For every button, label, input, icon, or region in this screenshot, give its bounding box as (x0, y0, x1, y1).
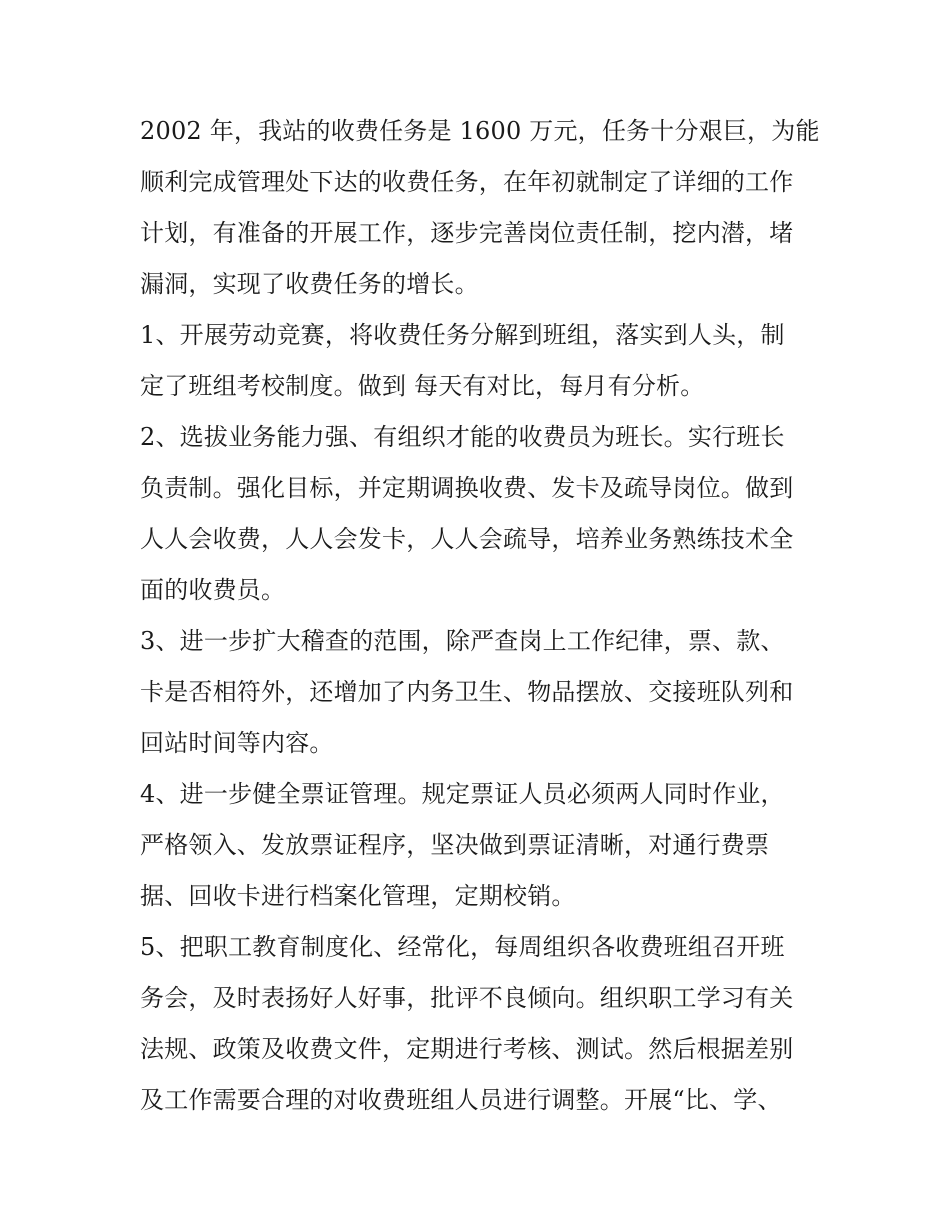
text-line: 务会，及时表扬好人好事，批评不良倾向。组织职工学习有关 (140, 984, 794, 1012)
paragraph-item-2 (140, 412, 820, 616)
paragraph-item-1 (140, 310, 820, 412)
text-line: 及工作需要合理的对收费班组人员进行调整。开展“比、学、 (140, 1086, 782, 1114)
text-line: 定了班组考校制度。做到 每天有对比，每月有分析。 (140, 372, 705, 400)
paragraph-item-3 (140, 616, 820, 769)
text-line: 4、进一步健全票证管理。规定票证人员必须两人同时作业， (140, 780, 785, 808)
text-line: 负责制。强化目标，并定期调换收费、发卡及疏导岗位。做到 (140, 474, 794, 502)
paragraph-item-5 (140, 922, 820, 1126)
text-line: 3、进一步扩大稽查的范围，除严查岗上工作纪律，票、款、 (140, 627, 785, 655)
text-line: 漏洞，实现了收费任务的增长。 (140, 270, 479, 298)
text-line: 2、选拔业务能力强、有组织才能的收费员为班长。实行班长 (140, 423, 785, 451)
text-line: 1、开展劳动竞赛，将收费任务分解到班组，落实到人头，制 (140, 321, 785, 349)
text-line: 2002 年，我站的收费任务是 1600 万元，任务十分艰巨，为能 (140, 117, 820, 145)
document-body (140, 106, 820, 1126)
paragraph-intro (140, 106, 820, 310)
text-line: 回站时间等内容。 (140, 729, 334, 757)
text-line: 计划，有准备的开展工作，逐步完善岗位责任制，挖内潜，堵 (140, 219, 794, 247)
text-line: 严格领入、发放票证程序，坚决做到票证清晰，对通行费票 (140, 831, 770, 859)
paragraph-item-4 (140, 769, 820, 922)
text-line: 据、回收卡进行档案化管理，定期校销。 (140, 882, 576, 910)
text-line: 面的收费员。 (140, 576, 286, 604)
text-line: 顺利完成管理处下达的收费任务，在年初就制定了详细的工作 (140, 168, 794, 196)
text-line: 法规、政策及收费文件，定期进行考核、测试。然后根据差别 (140, 1035, 794, 1063)
text-line: 5、把职工教育制度化、经常化，每周组织各收费班组召开班 (140, 933, 785, 961)
text-line: 卡是否相符外，还增加了内务卫生、物品摆放、交接班队列和 (140, 678, 794, 706)
text-line: 人人会收费，人人会发卡，人人会疏导，培养业务熟练技术全 (140, 525, 794, 553)
